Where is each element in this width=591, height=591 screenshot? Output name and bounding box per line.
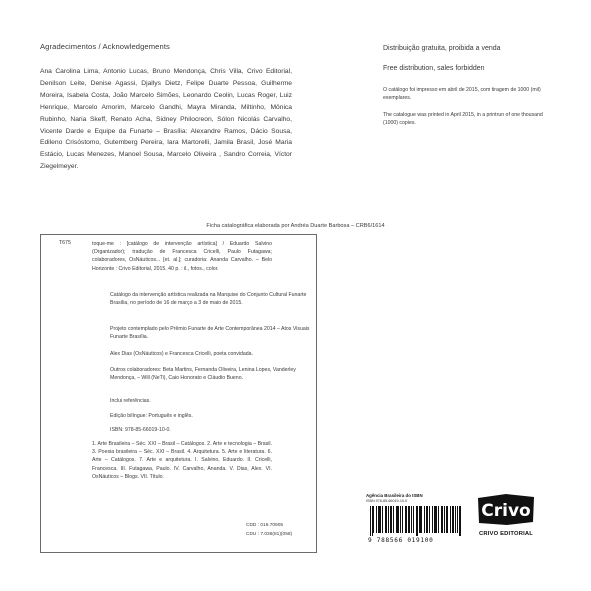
barcode-bar xyxy=(390,506,391,533)
crivo-logo xyxy=(476,492,536,527)
barcode-bar xyxy=(386,506,387,533)
barcode-bar xyxy=(450,506,451,533)
barcode-bar xyxy=(400,506,401,533)
isbn-agency-label: Agência Brasileira do ISBN xyxy=(366,493,423,498)
barcode-bar xyxy=(409,506,410,533)
barcode-bar xyxy=(460,506,461,536)
isbn-barcode xyxy=(370,506,462,536)
barcode-bar xyxy=(429,506,430,533)
svg-text:Crivo: Crivo xyxy=(481,501,531,521)
catalog-subject-headings: 1. Arte Brasileira – Séc. XXI – Brasil – Catálogos. 2. Arte e tecnologia – Brasil. 3. Poesia brasileira – Séc. XXI – Brasil. 4. Arquitetura. 5. Arte e literatura. 6. Arte – Catálogos. 7. Arte e arquitetura. I. Salvino, Eduardo. II. Cricelli, Francesca. III. Futagawa, Paulo. IV. Carvalho, Ananda. V. Dias, Alex. VI. OsNáuticos – Blogs. VII. Título. xyxy=(92,441,272,480)
barcode-bar xyxy=(459,506,460,536)
barcode-bar xyxy=(378,506,379,533)
barcode-bar xyxy=(424,506,425,533)
barcode-bar xyxy=(452,506,453,533)
barcode-bar xyxy=(397,506,398,533)
catalog-main-entry: toque-me : [catálogo de intervenção artística] / Eduardo Salvino (Organizador); tradução de Francesca Cricelli, Paulo Futagawa; colaboradores, OsNáuticos... [et. al.]; curadoria: Ananda Carvalho. – Belo Horizonte : Crivo Editorial, 2015. 40 p. : il., fotos., color. xyxy=(92,241,272,272)
barcode-bar xyxy=(398,506,399,533)
barcode-bar xyxy=(419,506,420,533)
barcode-bar xyxy=(388,506,389,533)
publisher-name: CRIVO EDITORIAL xyxy=(478,531,534,537)
acknowledgements-body: Ana Carolina Lima, Antonio Lucas, Bruno Mendonça, Chris Villa, Crivo Editorial, Denilson Leite, Denise Agassi, Djallys Dietz, Felipe Duarte Pessoa, Guilherme Moreira, Isabela Costa, João Marcelo Simões, Leonardo Ceolin, Lucas Roger, Luiz Henrique, Marcelo Amorim, Marcelo Gandhi, Mayra Miranda, Miltinho, Mônica Rubinho, Naria Skeff, Renato Acha, Sidney Philocreon, Sólon Nicolás Carvalho, Vicente Darde e Equipe da Funarte – Brasília: Alexandre Ramos, Dácio Sousa, Edileno Crisóstomo, Gutemberg Pereira, Iara Martorelli, Jamila Brasil, José Maria Estácio, Lucas Menezes, Manoel Sousa, Marcelo Oliveira , Sandro Correia, Víctor Ziegelmeyer. xyxy=(40,68,292,171)
barcode-bar xyxy=(373,506,374,533)
barcode-bar xyxy=(380,506,381,533)
barcode-bar xyxy=(376,506,377,533)
catalog-cdd: CDD : 016.70905 xyxy=(246,523,284,528)
barcode-bar xyxy=(385,506,386,533)
barcode-bar xyxy=(457,506,458,533)
barcode-bar xyxy=(413,506,414,533)
barcode-bar xyxy=(391,506,392,533)
barcode-bar xyxy=(370,506,371,536)
barcode-bar xyxy=(396,506,397,533)
catalog-call-number: T675 xyxy=(59,240,71,246)
catalog-card-frame xyxy=(40,234,317,553)
barcode-bar xyxy=(393,506,394,533)
barcode-bar xyxy=(406,506,407,533)
print-run-note-pt: O catálogo foi impresso em abril de 2015, com tiragem de 1000 (mil) exemplares. xyxy=(383,87,541,102)
barcode-bar xyxy=(416,506,417,536)
catalog-contributors-note: Alex Dias (OsNáuticos) e Francesca Cricelli, poeta convidada. xyxy=(110,351,254,357)
barcode-bar xyxy=(411,506,412,533)
barcode-bar xyxy=(436,506,437,533)
barcode-bar xyxy=(417,506,418,536)
barcode-bar xyxy=(382,506,383,533)
barcode-bar xyxy=(455,506,456,533)
barcode-bar xyxy=(427,506,428,533)
acknowledgements-title: Agradecimentos / Acknowledgements xyxy=(40,42,170,51)
distribution-notice-en: Free distribution, sales forbidden xyxy=(383,65,485,72)
distribution-notice-pt: Distribuição gratuita, proibida a venda xyxy=(383,45,501,52)
catalog-edition-note: Edição bilíngue: Português e inglês. xyxy=(110,413,193,419)
barcode-bar xyxy=(435,506,436,533)
barcode-bar xyxy=(434,506,435,533)
barcode-bar xyxy=(453,506,454,533)
barcode-bar xyxy=(421,506,422,533)
barcode-bar xyxy=(442,506,443,533)
barcode-bar xyxy=(379,506,380,533)
barcode-bar xyxy=(408,506,409,533)
barcode-digits: 9 788566 019100 xyxy=(368,537,434,544)
barcode-bar xyxy=(447,506,448,533)
barcode-bar xyxy=(444,506,445,533)
catalog-project-note: Projeto contemplado pelo Prêmio Funarte de Arte Contemporânea 2014 – Atos Visuais Funarte Brasília. xyxy=(110,326,310,341)
catalog-description: Catálogo da intervenção artística realizada na Marquise do Conjunto Cultural Funarte Brasília, no período de 16 de março a 3 de maio de 2015. xyxy=(110,292,307,307)
barcode-bar xyxy=(426,506,427,533)
catalog-isbn: ISBN: 978-85-66019-10-0. xyxy=(110,427,171,433)
print-run-note-en: The catalogue was printed in April 2015, in a printrun of one thousand (1000) copies. xyxy=(383,112,543,127)
isbn-small-label: ISBN 978-85-66019-10-0 xyxy=(366,499,408,503)
barcode-bar xyxy=(438,506,439,533)
catalog-references-note: Inclui referências. xyxy=(110,398,151,404)
barcode-bar xyxy=(372,506,373,536)
barcode-bar xyxy=(432,506,433,533)
barcode-bar xyxy=(441,506,442,533)
barcode-bar xyxy=(420,506,421,533)
barcode-bar xyxy=(402,506,403,533)
barcode-bar xyxy=(405,506,406,533)
catalog-cdu: CDU : 7.036(81)(058) xyxy=(246,532,293,537)
catalog-card-heading: Ficha catalográfica elaborada por Andréa Duarte Barbosa – CRB6/1614 xyxy=(206,223,385,229)
catalog-other-collaborators: Outros colaboradores: Beta Martins, Fernanda Oliveira, Lenina Lopes, Vanderley Mendonça, – Will (NeTi), Caio Honorato e Cláudio Bueno. xyxy=(110,367,296,382)
barcode-bar xyxy=(446,506,447,533)
